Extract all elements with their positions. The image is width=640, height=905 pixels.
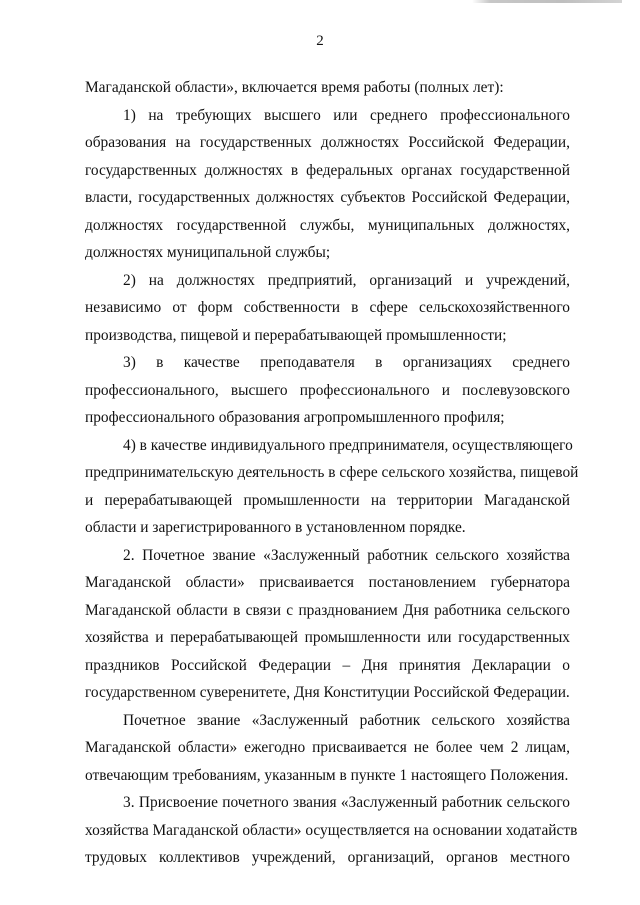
text-line: области и зарегистрированного в установленном порядке. bbox=[85, 519, 466, 536]
text-line: отвечающим требованиям, указанным в пункте 1 настоящего Положения. bbox=[85, 766, 569, 784]
scan-edge-mark bbox=[472, 0, 622, 3]
text-line: 2) на должностях предприятий, организаций и учреждений, bbox=[123, 271, 570, 289]
text-line: власти, государственных должностях субъектов Российской Федерации, bbox=[85, 189, 570, 206]
text-line: независимо от форм собственности в сфере сельскохозяйственного bbox=[85, 299, 570, 316]
text-line: должностях государственной службы, муниципальных должностях, bbox=[85, 216, 570, 234]
text-line: хозяйства Магаданской области» осуществляется на основании ходатайств bbox=[85, 821, 578, 839]
text-line: 3. Присвоение почетного звания «Заслуженный работник сельского bbox=[123, 794, 570, 811]
text-line: профессионального образования агропромышленного профиля; bbox=[85, 409, 505, 426]
text-line: государственных должностях в федеральных органах государственной bbox=[85, 161, 570, 179]
text-line: Почетное звание «Заслуженный работник сельского хозяйства bbox=[123, 711, 570, 729]
page-number: 2 bbox=[316, 33, 324, 49]
text-line: хозяйства и перерабатывающей промышленности или государственных bbox=[85, 629, 570, 646]
text-line: профессионального, высшего профессионального и послевузовского bbox=[85, 381, 570, 399]
text-line: Магаданской области» ежегодно присваивается не более чем 2 лицам, bbox=[85, 739, 570, 756]
text-line: производства, пищевой и перерабатывающей промышленности; bbox=[85, 326, 507, 344]
text-line: и перерабатывающей промышленности на территории Магаданской bbox=[85, 491, 570, 509]
document-body bbox=[85, 74, 579, 872]
text-line: трудовых коллективов учреждений, организаций, органов местного bbox=[85, 849, 570, 866]
text-line: образования на государственных должностях Российской Федерации, bbox=[85, 134, 570, 151]
text-line: Магаданской области», включается время работы (полных лет): bbox=[85, 79, 504, 96]
text-line: государственном суверенитете, Дня Конституции Российской Федерации. bbox=[85, 684, 570, 701]
text-line: предпринимательскую деятельность в сфере сельского хозяйства, пищевой bbox=[85, 464, 579, 481]
text-line: должностях муниципальной службы; bbox=[85, 244, 331, 261]
text-line: Магаданской области» присваивается постановлением губернатора bbox=[85, 574, 570, 591]
text-line: 3) в качестве преподавателя в организациях среднего bbox=[123, 354, 570, 371]
text-line: Магаданской области в связи с празднованием Дня работника сельского bbox=[85, 601, 570, 619]
text-line: 2. Почетное звание «Заслуженный работник сельского хозяйства bbox=[123, 546, 570, 564]
text-line: праздников Российской Федерации – Дня принятия Декларации о bbox=[85, 656, 570, 674]
text-line: 1) на требующих высшего или среднего профессионального bbox=[123, 106, 570, 124]
text-line: 4) в качестве индивидуального предпринимателя, осуществляющего bbox=[123, 436, 573, 454]
